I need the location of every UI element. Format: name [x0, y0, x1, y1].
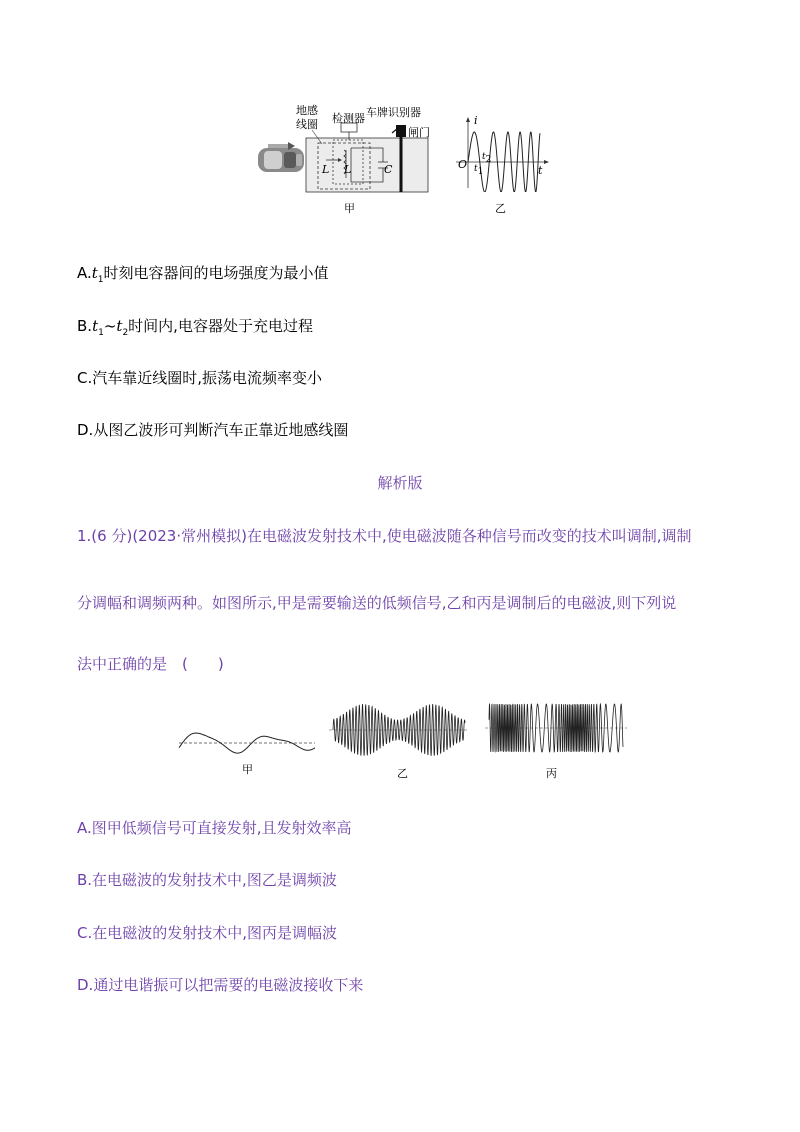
- inner-inductor-label: L: [344, 163, 352, 176]
- q2-option-d: D.通过电谐振可以把需要的电磁波接收下来: [77, 976, 364, 994]
- figure2-jia-caption: 甲: [242, 763, 253, 776]
- section-title: 解析版: [377, 474, 423, 492]
- q2-option-a: A.图甲低频信号可直接发射,且发射效率高: [77, 819, 352, 837]
- axis-t-label: t: [538, 164, 543, 177]
- origin-label: O: [458, 158, 468, 171]
- plate-reader-device: [396, 125, 406, 137]
- t2-label: $t_2$: [482, 152, 492, 165]
- plate-reader-label: 车牌识别器: [366, 106, 421, 119]
- figure-1: [240, 100, 560, 225]
- q2-stem-line-3: 法中正确的是 ( ): [77, 655, 224, 673]
- q2-option-c: C.在电磁波的发射技术中,图丙是调幅波: [77, 924, 338, 942]
- outer-inductor-label: L: [322, 163, 330, 176]
- axis-i-label: i: [474, 114, 478, 127]
- figure-2-waves: [175, 695, 635, 765]
- q1-option-c: C.汽车靠近线圈时,振荡电流频率变小: [77, 369, 323, 387]
- q2-stem-line-2: 分调幅和调频两种。如图所示,甲是需要输送的低频信号,乙和丙是调制后的电磁波,则下列说: [77, 594, 677, 612]
- figure-jia-caption: 甲: [344, 202, 355, 215]
- detector-label: 检测器: [332, 112, 365, 125]
- figure2-bing-caption: 丙: [546, 767, 557, 780]
- capacitor-label: C: [384, 163, 393, 176]
- car-icon: [258, 148, 304, 172]
- figure-2: [175, 695, 635, 785]
- q2-stem-line-1: 1.(6 分)(2023·常州模拟)在电磁波发射技术中,使电磁波随各种信号而改变的技术叫调制,调制: [77, 527, 692, 545]
- q1-option-d: D.从图乙波形可判断汽车正靠近地感线圈: [77, 421, 349, 439]
- q1-option-b: $B.t_1\sim t_2$时间内,电容器处于充电过程: [77, 317, 313, 338]
- figure-yi-caption: 乙: [495, 202, 506, 215]
- figure-1-yi-graph: [452, 116, 550, 192]
- q1-option-a: $A.t_1$时刻电容器间的电场强度为最小值: [77, 264, 329, 285]
- q2-option-b: B.在电磁波的发射技术中,图乙是调频波: [77, 871, 337, 889]
- figure2-yi-caption: 乙: [397, 767, 408, 780]
- gate-label: 闸门: [408, 126, 430, 139]
- coil-label: 地感 线圈: [296, 104, 318, 131]
- t1-label: $t_1$: [474, 164, 484, 177]
